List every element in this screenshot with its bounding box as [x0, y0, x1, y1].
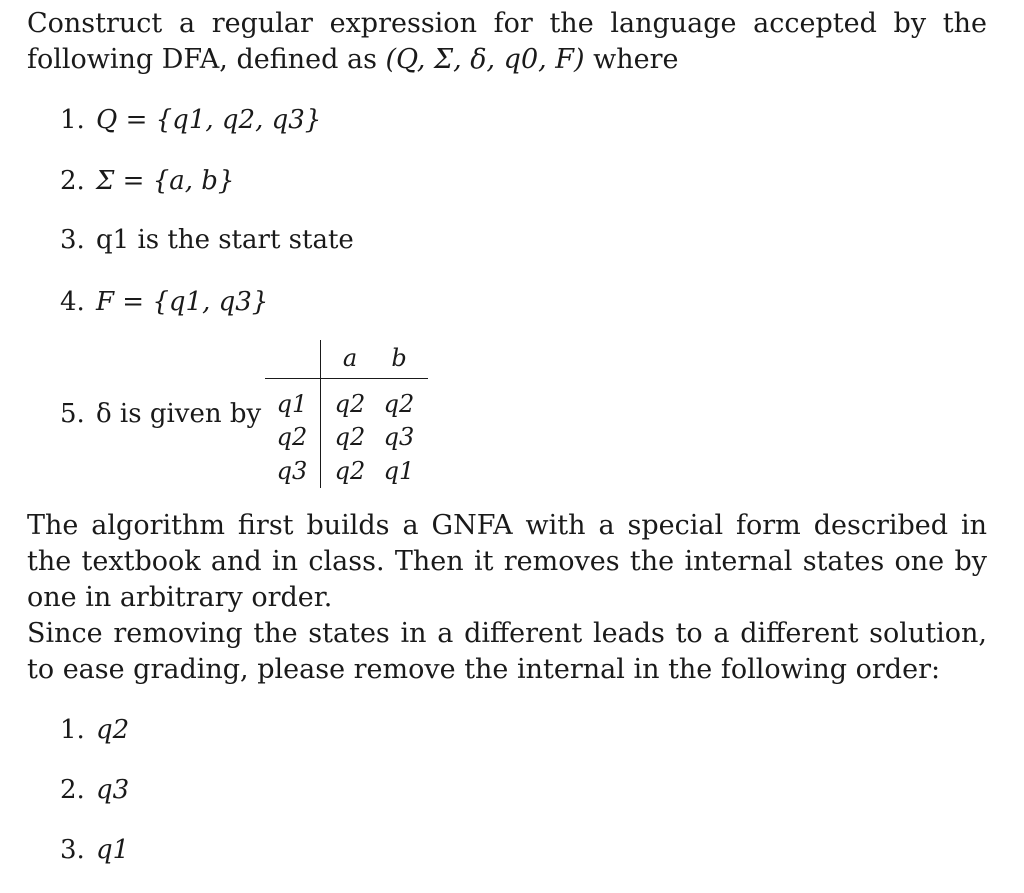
transition-table — [265, 338, 431, 492]
intro-where: where — [584, 44, 679, 75]
table-cell: q2 — [383, 390, 415, 418]
column-header: b — [391, 344, 407, 372]
removal-order-item — [60, 714, 129, 746]
list-number: 2. — [60, 166, 85, 196]
intro-paragraph — [27, 6, 987, 78]
table-cell: q2 — [334, 423, 366, 451]
removal-state: q2 — [96, 715, 130, 745]
algorithm-paragraph: The algorithm first builds a GNFA with a special form described in the textbook and in class. Then it removes the internal states one by one in arbitrary order. — [27, 510, 987, 613]
definition-item — [60, 165, 234, 197]
definition-item — [60, 104, 321, 136]
table-vertical-rule — [320, 340, 321, 488]
definition-item — [60, 224, 354, 256]
row-state: q3 — [276, 457, 308, 485]
column-header: a — [342, 344, 358, 372]
table-horizontal-rule — [265, 378, 428, 379]
removal-order-item — [60, 834, 129, 866]
removal-order-item — [60, 774, 129, 806]
definition-text: F = {q1, q3} — [96, 287, 269, 317]
table-cell: q1 — [383, 457, 415, 485]
definition-item — [60, 398, 261, 430]
list-number: 5. — [60, 399, 85, 429]
row-state: q1 — [276, 390, 308, 418]
list-number: 2. — [60, 775, 85, 805]
list-number: 3. — [60, 225, 85, 255]
table-cell: q2 — [334, 457, 366, 485]
definition-text: q1 is the start state — [96, 225, 354, 255]
definition-text: Q = {q1, q2, q3} — [96, 105, 322, 135]
list-number: 4. — [60, 287, 85, 317]
row-state: q2 — [276, 423, 308, 451]
list-number: 3. — [60, 835, 85, 865]
table-cell: q3 — [383, 423, 415, 451]
order-paragraph: Since removing the states in a different leads to a different solution, to ease grading, please remove the internal in the following order: — [27, 618, 987, 685]
table-cell: q2 — [334, 390, 366, 418]
list-number: 1. — [60, 105, 85, 135]
dfa-tuple: (Q, Σ, δ, q0, F) — [385, 44, 585, 75]
definition-text: Σ = {a, b} — [96, 166, 235, 196]
definition-item — [60, 286, 268, 318]
removal-state: q1 — [96, 835, 130, 865]
intro-text: Construct a regular expression for the language accepted by the following DFA, defined as — [27, 8, 987, 75]
definition-text: δ is given by — [96, 399, 262, 429]
list-number: 1. — [60, 715, 85, 745]
removal-state: q3 — [96, 775, 130, 805]
